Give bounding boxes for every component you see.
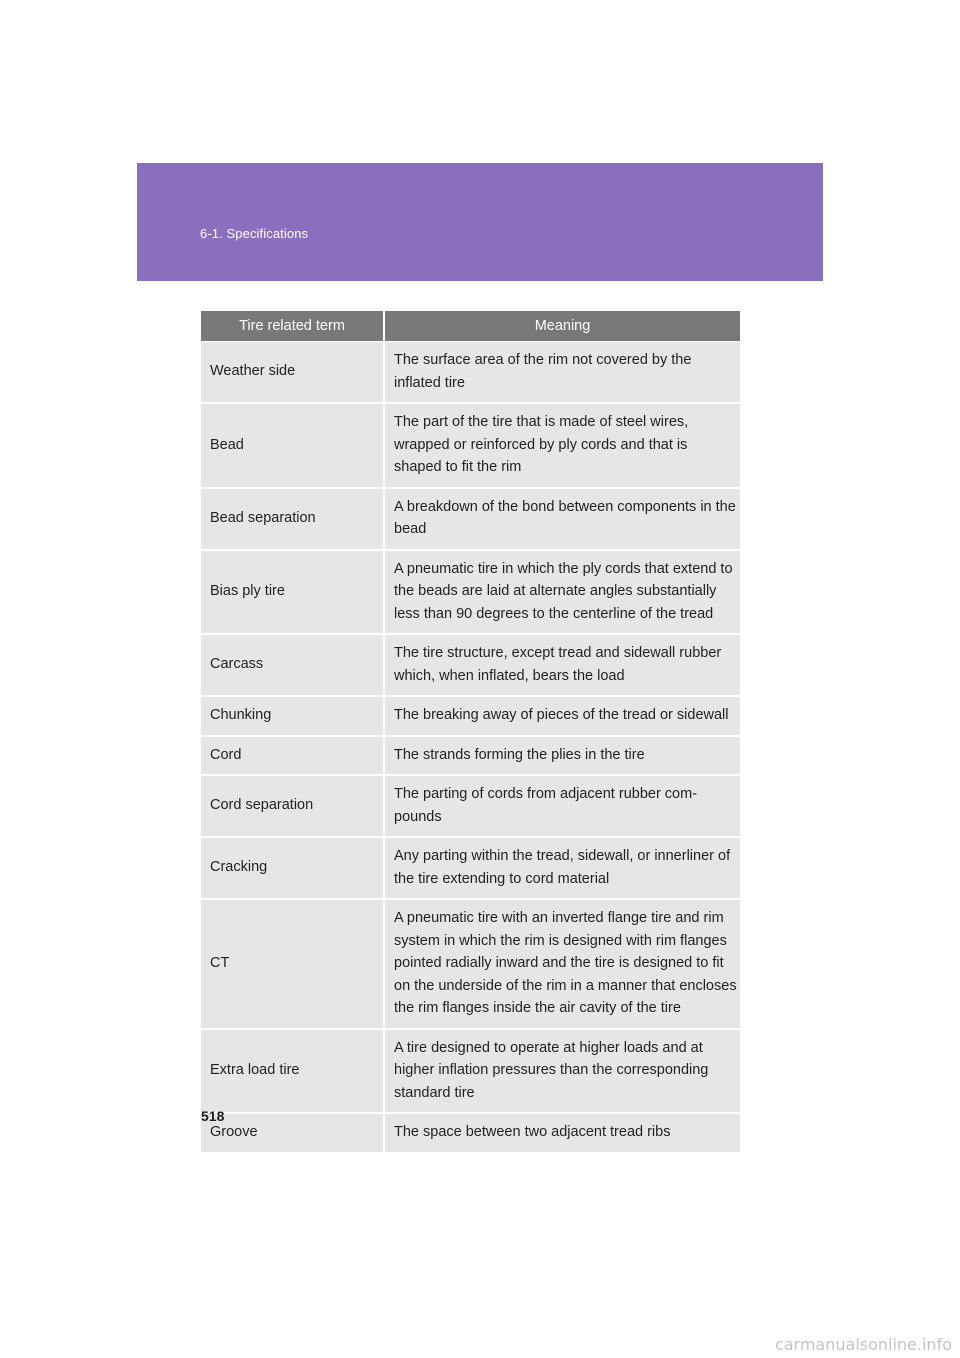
table-header-row bbox=[201, 311, 740, 342]
meaning-cell: The breaking away of pieces of the tread or sidewall bbox=[384, 696, 740, 736]
column-header-meaning: Meaning bbox=[384, 311, 740, 342]
term-cell: Chunking bbox=[201, 696, 384, 736]
table-row bbox=[201, 342, 740, 404]
page-number: 518 bbox=[201, 1108, 225, 1124]
section-title: 6-1. Specifications bbox=[200, 226, 309, 241]
meaning-cell: The space between two adjacent tread ribs bbox=[384, 1113, 740, 1153]
table-row bbox=[201, 837, 740, 899]
table-row bbox=[201, 696, 740, 736]
table-row bbox=[201, 736, 740, 776]
term-cell: Bead separation bbox=[201, 488, 384, 550]
meaning-cell: The part of the tire that is made of steel wires, wrapped or reinforced by ply cords and that is shaped to fit the rim bbox=[384, 403, 740, 488]
term-cell: Cord bbox=[201, 736, 384, 776]
term-cell: Cord separation bbox=[201, 775, 384, 837]
table-row bbox=[201, 1113, 740, 1153]
term-cell: Carcass bbox=[201, 634, 384, 696]
term-cell: Bead bbox=[201, 403, 384, 488]
meaning-cell: A pneumatic tire with an inverted flange tire and rim system in which the rim is designed with rim flanges pointed radially inward and the tire is designed to fit on the underside of the rim in a manner that encloses the rim flanges inside the air cavity of the tire bbox=[384, 899, 740, 1029]
tire-terms-table bbox=[201, 311, 740, 1154]
term-cell: Weather side bbox=[201, 342, 384, 404]
column-header-term: Tire related term bbox=[201, 311, 384, 342]
table-row bbox=[201, 488, 740, 550]
term-cell: Bias ply tire bbox=[201, 550, 384, 635]
table-row bbox=[201, 775, 740, 837]
watermark: carmanualsonline.info bbox=[774, 1335, 952, 1354]
meaning-cell: A breakdown of the bond between components in the bead bbox=[384, 488, 740, 550]
section-header-band bbox=[137, 163, 823, 281]
meaning-cell: A pneumatic tire in which the ply cords that extend to the beads are laid at alternate angles substantially less than 90 degrees to the centerline of the tread bbox=[384, 550, 740, 635]
meaning-cell: The tire structure, except tread and sidewall rubber which, when inflated, bears the load bbox=[384, 634, 740, 696]
table-row bbox=[201, 1029, 740, 1114]
term-cell: Cracking bbox=[201, 837, 384, 899]
table-row bbox=[201, 403, 740, 488]
table-row bbox=[201, 899, 740, 1029]
meaning-cell: The strands forming the plies in the tire bbox=[384, 736, 740, 776]
meaning-cell: The parting of cords from adjacent rubber com-pounds bbox=[384, 775, 740, 837]
term-cell: CT bbox=[201, 899, 384, 1029]
table-row bbox=[201, 550, 740, 635]
term-cell: Extra load tire bbox=[201, 1029, 384, 1114]
meaning-cell: The surface area of the rim not covered by the inflated tire bbox=[384, 342, 740, 404]
meaning-cell: Any parting within the tread, sidewall, or innerliner of the tire extending to cord material bbox=[384, 837, 740, 899]
term-cell: Groove bbox=[201, 1113, 384, 1153]
table-row bbox=[201, 634, 740, 696]
meaning-cell: A tire designed to operate at higher loads and at higher inflation pressures than the corresponding standard tire bbox=[384, 1029, 740, 1114]
